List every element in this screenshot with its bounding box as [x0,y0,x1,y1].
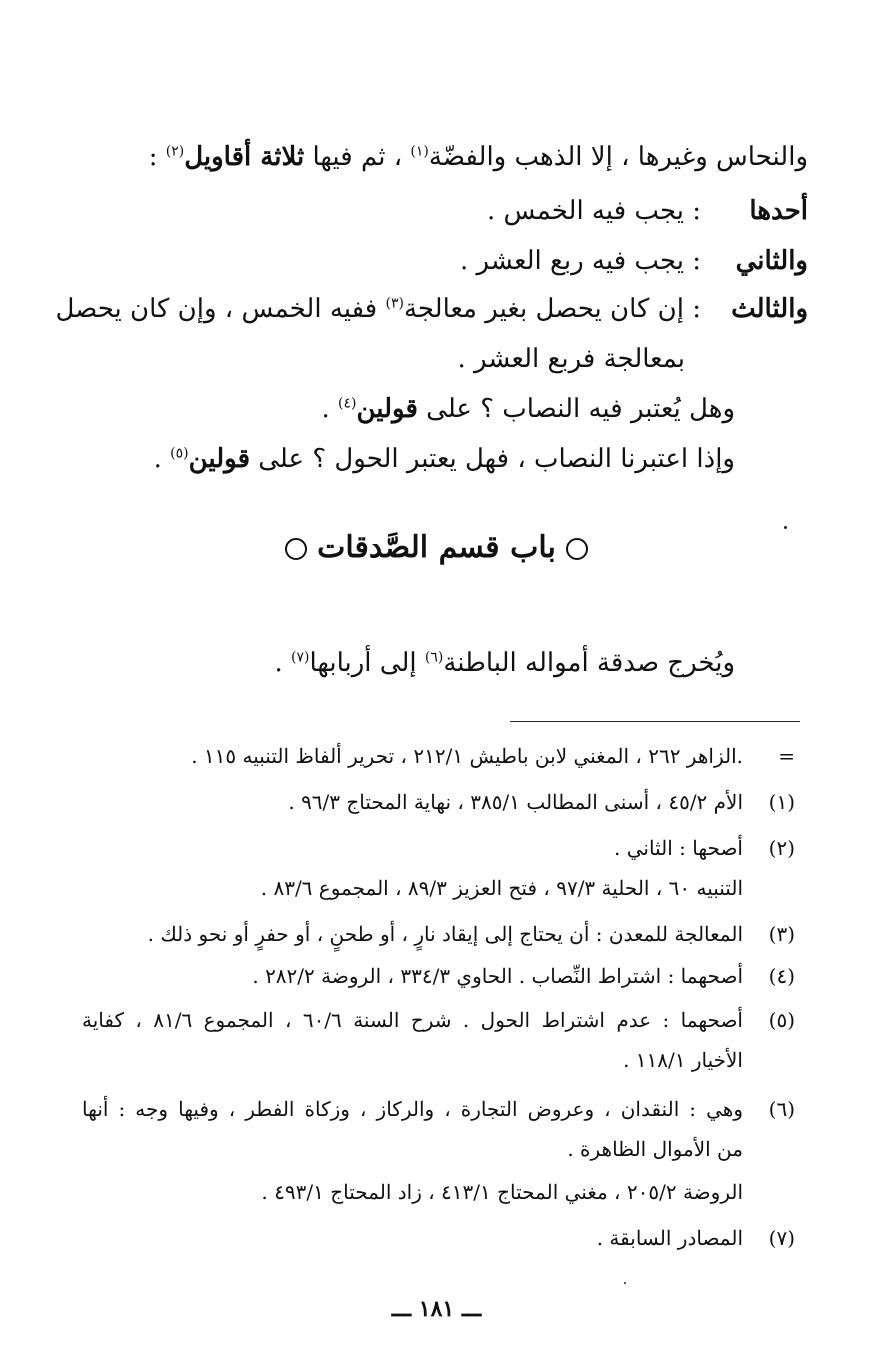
footnote-3-line-1: المعالجة للمعدن : أن يحتاج إلى إيقاد نارٍ ، أو طحنٍ ، أو حفرٍ أو نحو ذلك . [147,922,743,946]
footnote-5-line-1: أصحهما : عدم اشتراط الحول . شرح السنة ٦٠/٦ ، المجموع ٨١/٦ ، كفاية [82,1008,743,1032]
chapter-heading [0,530,873,565]
footnote-number-7: (٧) [768,1226,795,1250]
footnote-ref-4: (٤) [338,395,357,412]
bold-term: ثلاثة أقاويل [184,142,305,172]
footnote-number-3: (٣) [768,922,795,946]
footnote-4-line-1: أصحهما : اشتراط النِّصاب . الحاوي ٣٣٤/٣ ، الروضة ٢٨٢/٢ . [252,964,743,988]
text: : [148,142,166,172]
footnote-ref-2: (٢) [165,143,185,160]
intro-line [274,648,735,678]
text: ، ثم فيها [304,142,411,172]
footnote-ref-3: (٣) [385,295,404,312]
footnote-ref-1: (١) [410,143,429,160]
opinion-label-2: والثاني [735,246,808,276]
body-line-1 [149,142,808,172]
text: وإذا اعتبرنا النصاب ، فهل يعتبر الحول ؟ على [250,444,735,474]
footnote-2-line-1: أصحها : الثاني . [614,836,743,860]
stray-mark [624,1282,626,1284]
bold-term: قولين [188,444,250,474]
footnote-continuation-text: .الزاهر ٢٦٢ ، المغني لابن باطيش ٢١٢/١ ، تحرير ألفاظ التنبيه ١١٥ . [191,744,743,768]
stray-mark [784,526,787,529]
footnote-number-2: (٢) [768,836,795,860]
text: . [274,648,291,678]
footnote-number-5: (٥) [768,1008,795,1032]
text: وهل يُعتبر فيه النصاب ؟ على [417,394,735,424]
opinion-text-3 [55,294,701,324]
footnote-continuation-marker: = [778,744,795,768]
opinion-label-1: أحدها [749,196,808,226]
footnote-separator [510,721,800,722]
footnote-ref-5: (٥) [170,445,189,462]
opinion-text-1: : يجب فيه الخمس . [487,196,701,226]
circle-ornament-icon [285,538,307,560]
footnote-6-line-2: من الأموال الظاهرة . [567,1137,743,1161]
footnote-5-line-2: الأخيار ١١٨/١ . [623,1048,743,1072]
text: . [321,394,338,424]
footnote-2-line-2: التنبيه ٦٠ ، الحلية ٩٧/٣ ، فتح العزيز ٨٩/٣ ، المجموع ٨٣/٦ . [260,876,743,900]
bold-term: قولين [356,394,418,424]
footnote-6-line-3: الروضة ٢٠٥/٢ ، مغني المحتاج ٤١٣/١ ، زاد المحتاج ٤٩٣/١ . [261,1180,743,1204]
chapter-title: باب قسم الصَّدقات [317,530,556,565]
text: إلى أربابها [309,648,425,678]
text: ويُخرج صدقة أمواله الباطنة [443,648,735,678]
circle-ornament-icon [566,538,588,560]
text: والنحاس وغيرها ، إلا الذهب والفضّة [428,142,808,172]
question-2 [154,444,735,474]
question-1 [321,394,735,424]
footnote-number-1: (١) [768,790,795,814]
page-number: ـــ ١٨١ ـــ [391,1296,482,1322]
text: . [153,444,171,474]
opinion-text-3-continuation: بمعالجة فربع العشر . [457,344,685,374]
footnote-number-6: (٦) [768,1097,795,1121]
footnote-number-4: (٤) [768,964,795,988]
text: ففيه الخمس ، وإن كان يحصل [55,294,386,324]
opinion-text-2: : يجب فيه ربع العشر . [460,246,701,276]
footnote-ref-7: (٧) [290,649,310,666]
footnote-1-line-1: الأم ٤٥/٢ ، أسنى المطالب ٣٨٥/١ ، نهاية المحتاج ٩٦/٣ . [288,790,743,814]
footnote-7-line-1: المصادر السابقة . [596,1226,743,1250]
opinion-label-3: والثالث [731,294,808,324]
footnote-ref-6: (٦) [424,649,444,666]
text: : إن كان يحصل بغير معالجة [403,294,701,324]
footnote-6-line-1: وهي : النقدان ، وعروض التجارة ، والركاز ، وزكاة الفطر ، وفيها وجه : أنها [82,1097,743,1121]
